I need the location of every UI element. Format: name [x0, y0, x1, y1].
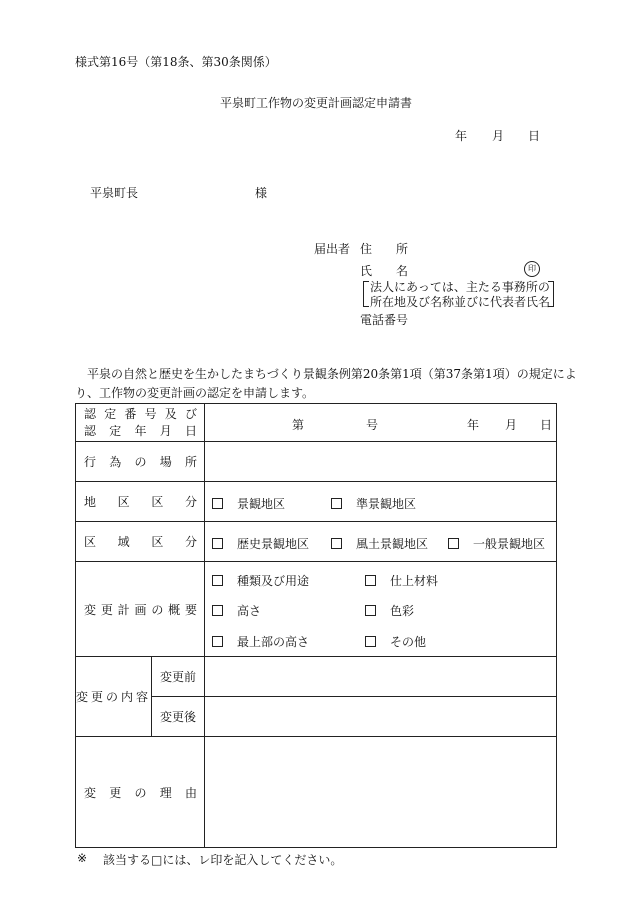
cert-year: 年 [467, 418, 480, 432]
option-label: その他 [390, 635, 427, 649]
option-label: 風土景観地区 [356, 537, 429, 551]
application-form-table [75, 403, 557, 848]
outline-option-2[interactable] [365, 572, 438, 589]
before-label: 変更前 [152, 657, 205, 697]
option-label: 一般景観地区 [473, 537, 546, 551]
checkbox[interactable] [365, 605, 376, 616]
left-bracket [363, 281, 369, 307]
district-option-1[interactable] [212, 495, 285, 512]
outline-option-3[interactable] [212, 602, 261, 619]
checkbox[interactable] [212, 605, 223, 616]
cert-day: 日 [540, 418, 553, 432]
checkbox[interactable] [212, 498, 223, 509]
checkbox[interactable] [365, 575, 376, 586]
checkbox[interactable] [212, 636, 223, 647]
seal-mark: 印 [524, 261, 540, 277]
district-option-2[interactable] [331, 495, 416, 512]
phone-label: 電話番号 [360, 313, 409, 327]
checkbox[interactable] [331, 538, 342, 549]
reason-label: 変更の理由 [76, 737, 205, 848]
area-option-1[interactable] [212, 535, 309, 552]
after-label: 変更後 [152, 697, 205, 737]
before-value-cell[interactable] [205, 657, 557, 697]
area-option-2[interactable] [331, 535, 428, 552]
addressee-honorific: 様 [255, 186, 268, 200]
reason-value-cell[interactable] [205, 737, 557, 848]
checkbox[interactable] [331, 498, 342, 509]
addressee-name: 平泉町長 [90, 186, 139, 200]
footnote-mark: ※ [77, 851, 88, 865]
outline-label: 変更計画の概要 [76, 562, 205, 657]
district-options-cell [205, 482, 557, 522]
date-year: 年 [455, 129, 468, 143]
area-option-3[interactable] [448, 535, 545, 552]
address-label: 住 所 [360, 242, 409, 256]
option-label: 仕上材料 [390, 574, 439, 588]
option-label: 色彩 [390, 604, 415, 618]
document-title: 平泉町工作物の変更計画認定申請書 [220, 96, 413, 110]
cert-dai: 第 [292, 418, 305, 432]
outline-option-5[interactable] [212, 633, 309, 650]
applicant-label: 届出者 [314, 242, 351, 256]
checkbox[interactable] [212, 538, 223, 549]
statement-line2: り、工作物の変更計画の認定を申請します。 [75, 386, 315, 400]
cert-go: 号 [366, 418, 379, 432]
outline-option-4[interactable] [365, 602, 414, 619]
checkbox[interactable] [448, 538, 459, 549]
date-day: 日 [528, 129, 541, 143]
date-month: 月 [492, 129, 505, 143]
statement-line1: 平泉の自然と歴史を生かしたまちづくり景観条例第20条第1項（第37条第1項）の規定によ [75, 367, 577, 381]
content-label-cell [76, 657, 152, 737]
area-options-cell [205, 522, 557, 562]
corp-note-line2: 所在地及び名称並びに代表者氏名 [370, 295, 551, 309]
place-value-cell[interactable] [205, 442, 557, 482]
cert-month: 月 [505, 418, 518, 432]
footnote: 該当する□には、レ印を記入してください。 [103, 853, 343, 867]
cert-label-2: 認定年月日 [84, 423, 198, 438]
corp-note-line1: 法人にあっては、主たる事務所の [370, 280, 550, 294]
checkbox[interactable] [212, 575, 223, 586]
after-value-cell[interactable] [205, 697, 557, 737]
option-label: 最上部の高さ [237, 635, 310, 649]
outline-option-1[interactable] [212, 572, 309, 589]
cert-value-cell[interactable] [205, 404, 557, 442]
name-label: 氏 名 [360, 264, 409, 278]
outline-options-cell [205, 562, 557, 657]
option-label: 歴史景観地区 [237, 537, 310, 551]
form-number: 様式第16号（第18条、第30条関係） [75, 55, 277, 69]
place-label: 行為の場所 [76, 442, 205, 482]
cert-label-cell [76, 404, 205, 442]
option-label: 種類及び用途 [237, 574, 310, 588]
area-label: 区域区分 [76, 522, 205, 562]
option-label: 景観地区 [237, 497, 286, 511]
district-label: 地区区分 [76, 482, 205, 522]
cert-label-1: 認定番号及び [84, 406, 198, 421]
content-label: 変更の内容 [76, 690, 152, 704]
option-label: 準景観地区 [356, 497, 417, 511]
checkbox[interactable] [365, 636, 376, 647]
option-label: 高さ [237, 604, 262, 618]
outline-option-6[interactable] [365, 633, 426, 650]
